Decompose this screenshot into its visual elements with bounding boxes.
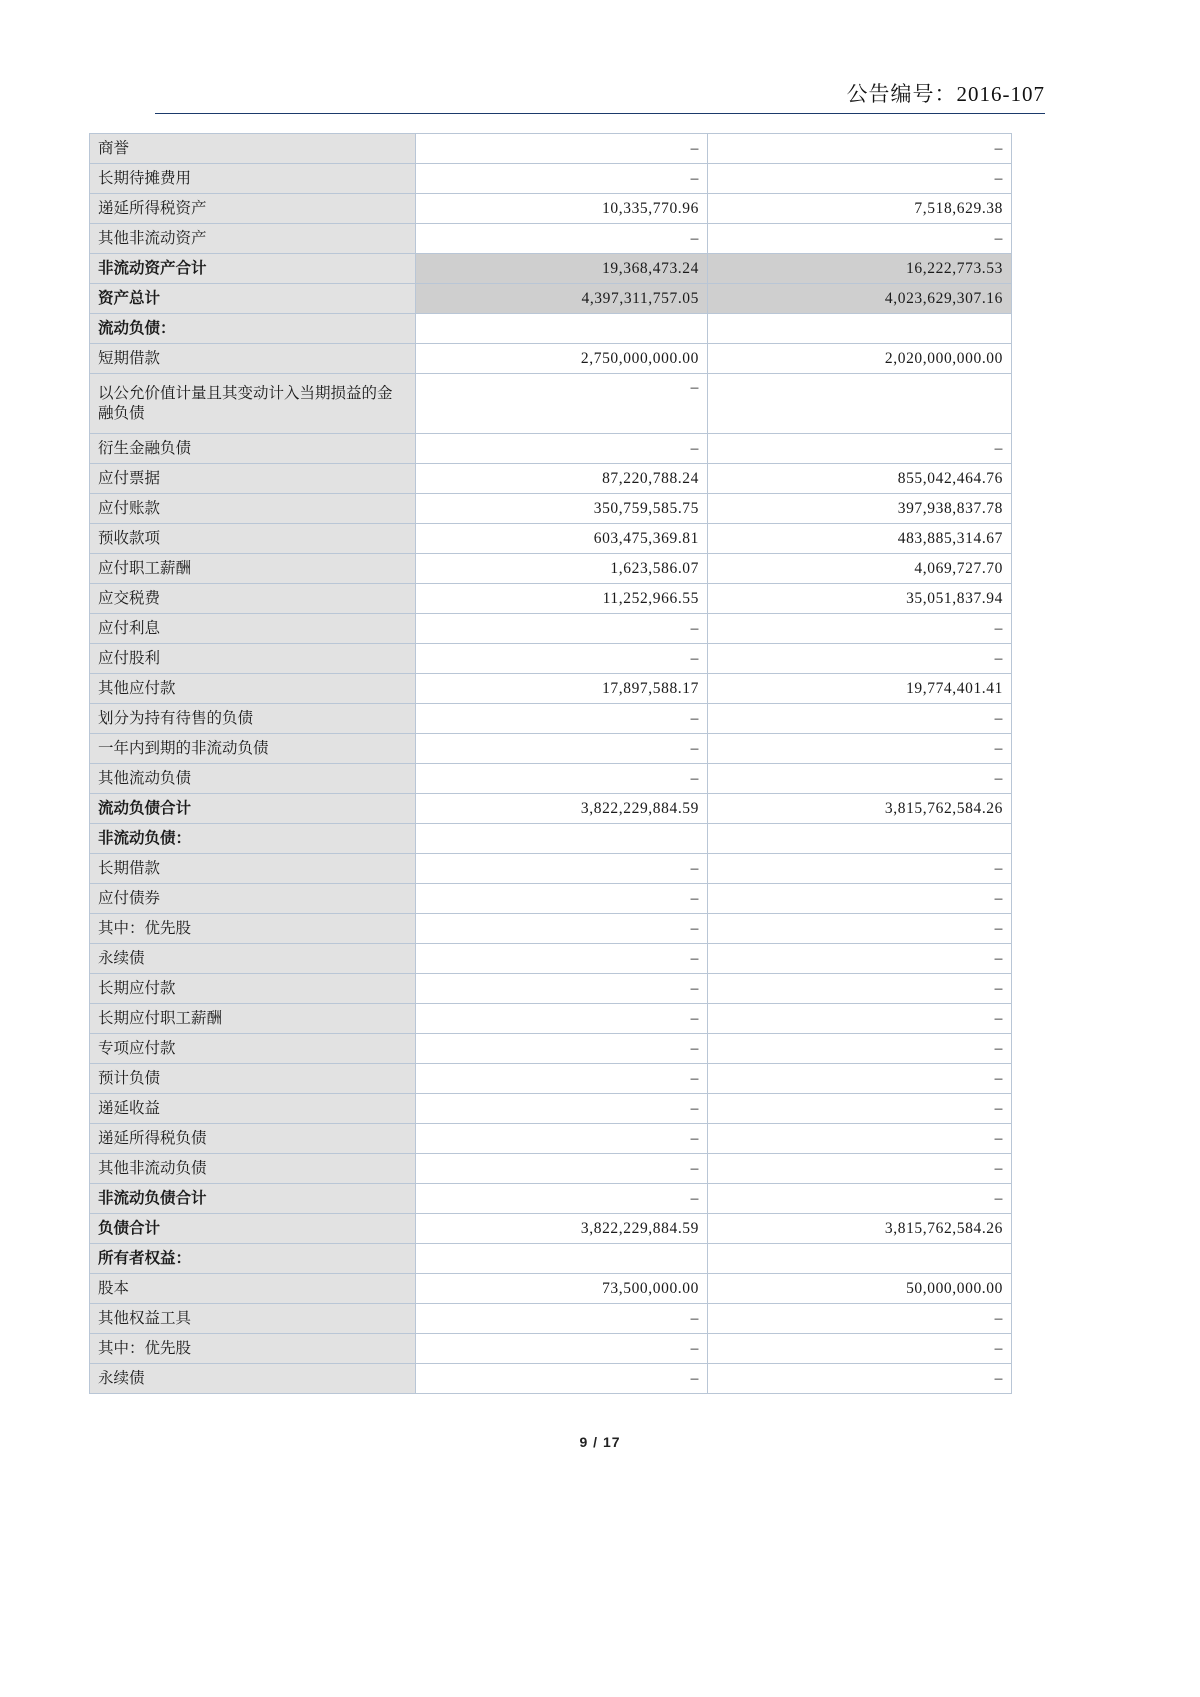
table-row: [90, 704, 1012, 734]
row-value-current: 10,335,770.96: [416, 194, 708, 224]
row-label: 应交税费: [90, 584, 416, 614]
table-row: [90, 1244, 1012, 1274]
row-label: 递延所得税负债: [90, 1124, 416, 1154]
row-label: 其中：优先股: [90, 1334, 416, 1364]
header-divider: [155, 113, 1045, 114]
page-footer: 9 / 17: [579, 1434, 621, 1450]
row-label: 应付债券: [90, 884, 416, 914]
row-value-current: 73,500,000.00: [416, 1274, 708, 1304]
row-value-current: 1,623,586.07: [416, 554, 708, 584]
row-value-prior: –: [708, 1154, 1012, 1184]
row-value-prior: –: [708, 884, 1012, 914]
row-value-prior: 16,222,773.53: [708, 254, 1012, 284]
row-value-prior: –: [708, 944, 1012, 974]
table-row: [90, 1334, 1012, 1364]
row-value-prior: 7,518,629.38: [708, 194, 1012, 224]
row-value-current: 2,750,000,000.00: [416, 344, 708, 374]
row-value-prior: –: [708, 914, 1012, 944]
row-value-current: –: [416, 764, 708, 794]
table-row: [90, 1034, 1012, 1064]
row-label: 应付票据: [90, 464, 416, 494]
row-value-current: –: [416, 974, 708, 1004]
table-row: [90, 434, 1012, 464]
row-value-current: –: [416, 944, 708, 974]
row-value-current: 87,220,788.24: [416, 464, 708, 494]
row-label: 商誉: [90, 134, 416, 164]
row-value-prior: 3,815,762,584.26: [708, 1214, 1012, 1244]
row-label: 专项应付款: [90, 1034, 416, 1064]
table-row: [90, 314, 1012, 344]
row-label: 衍生金融负债: [90, 434, 416, 464]
row-value-current: –: [416, 1064, 708, 1094]
table-row: [90, 494, 1012, 524]
table-row: [90, 194, 1012, 224]
row-value-current: –: [416, 614, 708, 644]
row-value-current: 11,252,966.55: [416, 584, 708, 614]
row-value-prior: –: [708, 1364, 1012, 1394]
row-value-current: 19,368,473.24: [416, 254, 708, 284]
row-label: 一年内到期的非流动负债: [90, 734, 416, 764]
row-value-prior: [708, 824, 1012, 854]
row-value-current: –: [416, 224, 708, 254]
row-label: 资产总计: [90, 284, 416, 314]
row-value-current: –: [416, 1184, 708, 1214]
row-value-current: –: [416, 1154, 708, 1184]
table-row: [90, 1364, 1012, 1394]
row-value-prior: –: [708, 1064, 1012, 1094]
row-label: 长期应付职工薪酬: [90, 1004, 416, 1034]
row-value-current: [416, 1244, 708, 1274]
row-value-prior: 3,815,762,584.26: [708, 794, 1012, 824]
row-value-current: –: [416, 1334, 708, 1364]
row-label: 其他非流动负债: [90, 1154, 416, 1184]
table-row: [90, 374, 1012, 434]
table-row: [90, 854, 1012, 884]
row-value-prior: –: [708, 224, 1012, 254]
row-value-current: –: [416, 1124, 708, 1154]
table-row: [90, 914, 1012, 944]
table-row: [90, 944, 1012, 974]
row-value-prior: –: [708, 1184, 1012, 1214]
table-row: [90, 584, 1012, 614]
table-row: [90, 884, 1012, 914]
table-row: [90, 134, 1012, 164]
announcement-number: 公告编号：2016-107: [846, 82, 1045, 106]
row-value-current: –: [416, 1094, 708, 1124]
row-value-current: –: [416, 914, 708, 944]
row-value-current: –: [416, 134, 708, 164]
row-value-current: 4,397,311,757.05: [416, 284, 708, 314]
row-value-prior: –: [708, 1334, 1012, 1364]
row-value-prior: –: [708, 614, 1012, 644]
row-label: 应付账款: [90, 494, 416, 524]
table-row: [90, 824, 1012, 854]
table-row: [90, 1274, 1012, 1304]
row-value-current: 350,759,585.75: [416, 494, 708, 524]
table-row: [90, 224, 1012, 254]
table-row: [90, 554, 1012, 584]
row-label: 应付职工薪酬: [90, 554, 416, 584]
row-value-current: –: [416, 1364, 708, 1394]
balance-sheet-table: [89, 133, 1012, 1394]
row-value-prior: –: [708, 734, 1012, 764]
row-value-current: 3,822,229,884.59: [416, 794, 708, 824]
table-row: [90, 1004, 1012, 1034]
row-value-current: –: [416, 434, 708, 464]
row-value-prior: [708, 314, 1012, 344]
row-value-current: –: [416, 854, 708, 884]
row-value-prior: –: [708, 1004, 1012, 1034]
row-value-prior: 397,938,837.78: [708, 494, 1012, 524]
row-label: 长期借款: [90, 854, 416, 884]
row-value-prior: –: [708, 1094, 1012, 1124]
row-label: 应付股利: [90, 644, 416, 674]
row-label: 长期应付款: [90, 974, 416, 1004]
row-label: 其他权益工具: [90, 1304, 416, 1334]
table-row: [90, 344, 1012, 374]
row-value-prior: 4,023,629,307.16: [708, 284, 1012, 314]
table-row: [90, 614, 1012, 644]
table-row: [90, 464, 1012, 494]
table-row: [90, 674, 1012, 704]
row-value-prior: 19,774,401.41: [708, 674, 1012, 704]
row-value-prior: –: [708, 434, 1012, 464]
row-value-prior: 855,042,464.76: [708, 464, 1012, 494]
row-label: 永续债: [90, 1364, 416, 1394]
row-label: 划分为持有待售的负债: [90, 704, 416, 734]
row-label: 以公允价值计量且其变动计入当期损益的金融负债: [90, 374, 416, 434]
table-row: [90, 164, 1012, 194]
row-label: 预计负债: [90, 1064, 416, 1094]
table-row: [90, 764, 1012, 794]
row-value-prior: –: [708, 1124, 1012, 1154]
row-label: 流动负债合计: [90, 794, 416, 824]
row-label: 递延收益: [90, 1094, 416, 1124]
row-value-prior: –: [708, 1034, 1012, 1064]
row-value-current: –: [416, 1004, 708, 1034]
table-row: [90, 524, 1012, 554]
balance-sheet-body: [90, 134, 1012, 1394]
table-row: [90, 1154, 1012, 1184]
row-value-current: 3,822,229,884.59: [416, 1214, 708, 1244]
row-label: 其中：优先股: [90, 914, 416, 944]
table-row: [90, 254, 1012, 284]
row-value-prior: –: [708, 704, 1012, 734]
row-value-current: –: [416, 164, 708, 194]
row-value-prior: –: [708, 644, 1012, 674]
table-row: [90, 1304, 1012, 1334]
row-value-current: –: [416, 1304, 708, 1334]
row-value-prior: 2,020,000,000.00: [708, 344, 1012, 374]
row-label: 所有者权益：: [90, 1244, 416, 1274]
row-value-prior: 50,000,000.00: [708, 1274, 1012, 1304]
row-value-prior: –: [708, 974, 1012, 1004]
row-label: 其他非流动资产: [90, 224, 416, 254]
row-value-current: [416, 824, 708, 854]
row-value-current: –: [416, 704, 708, 734]
table-row: [90, 734, 1012, 764]
row-value-prior: –: [708, 764, 1012, 794]
row-label: 递延所得税资产: [90, 194, 416, 224]
table-row: [90, 1184, 1012, 1214]
row-label: 其他流动负债: [90, 764, 416, 794]
row-label: 长期待摊费用: [90, 164, 416, 194]
row-value-prior: 4,069,727.70: [708, 554, 1012, 584]
row-label: 流动负债：: [90, 314, 416, 344]
row-value-prior: [708, 374, 1012, 434]
table-row: [90, 794, 1012, 824]
row-label: 非流动负债合计: [90, 1184, 416, 1214]
row-value-current: –: [416, 734, 708, 764]
table-row: [90, 1214, 1012, 1244]
row-value-current: 603,475,369.81: [416, 524, 708, 554]
row-value-current: –: [416, 1034, 708, 1064]
row-label: 其他应付款: [90, 674, 416, 704]
row-label: 预收款项: [90, 524, 416, 554]
row-label: 应付利息: [90, 614, 416, 644]
row-label: 负债合计: [90, 1214, 416, 1244]
row-value-prior: –: [708, 1304, 1012, 1334]
row-value-current: –: [416, 884, 708, 914]
table-row: [90, 644, 1012, 674]
row-value-prior: –: [708, 164, 1012, 194]
row-value-prior: 483,885,314.67: [708, 524, 1012, 554]
row-value-prior: [708, 1244, 1012, 1274]
row-value-current: [416, 314, 708, 344]
table-row: [90, 1124, 1012, 1154]
row-label: 短期借款: [90, 344, 416, 374]
row-label: 非流动资产合计: [90, 254, 416, 284]
table-row: [90, 974, 1012, 1004]
row-label: 非流动负债：: [90, 824, 416, 854]
row-value-current: –: [416, 644, 708, 674]
table-row: [90, 284, 1012, 314]
row-value-current: 17,897,588.17: [416, 674, 708, 704]
row-value-current: –: [416, 374, 708, 434]
row-value-prior: –: [708, 854, 1012, 884]
row-label: 永续债: [90, 944, 416, 974]
table-row: [90, 1064, 1012, 1094]
row-label: 股本: [90, 1274, 416, 1304]
row-value-prior: –: [708, 134, 1012, 164]
row-value-prior: 35,051,837.94: [708, 584, 1012, 614]
table-row: [90, 1094, 1012, 1124]
